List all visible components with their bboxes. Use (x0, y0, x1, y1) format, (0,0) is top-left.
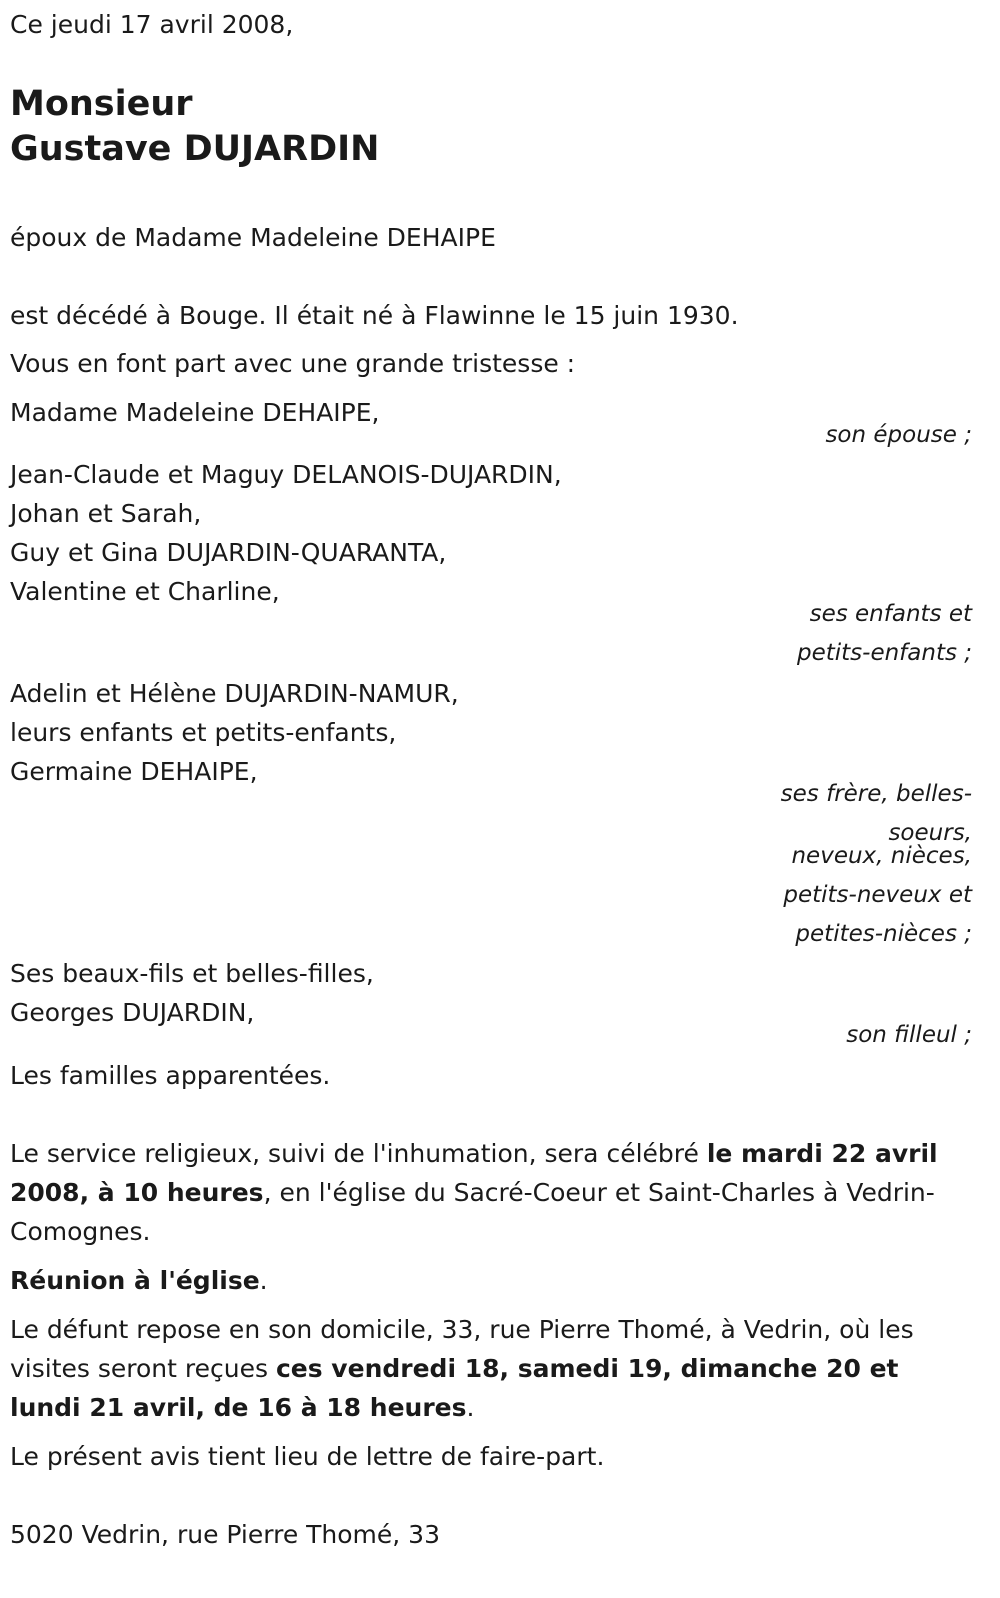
meeting-bold: Réunion à l'église (10, 1266, 260, 1295)
spouse-name: Madame Madeleine DEHAIPE, (10, 398, 380, 427)
visits-paragraph: Le défunt repose en son domicile, 33, rue Pierre Thomé, à Vedrin, où les visites seront reçues ces vendredi 18, samedi 19, dimanche 20 et lundi 21 avril, de 16 à 18 heures. (10, 1315, 914, 1422)
spouse-role: son épouse ; (825, 422, 972, 448)
other-line: Ses beaux-fils et belles-filles, (10, 959, 374, 988)
siblings-role: ses frère, belles- (780, 781, 972, 807)
child-line: Jean-Claude et Maguy DELANOIS-DUJARDIN, (10, 460, 562, 489)
service-paragraph: Le service religieux, suivi de l'inhumation, sera célébré le mardi 22 avril 2008, à 10 heures, en l'église du Sacré-Coeur et Saint-Charles à Vedrin-Comognes. (10, 1139, 938, 1246)
sibling-line: leurs enfants et petits-enfants, (10, 718, 397, 747)
other-line: Georges DUJARDIN, (10, 998, 255, 1027)
address-line: 5020 Vedrin, rue Pierre Thomé, 33 (10, 1520, 440, 1549)
deceased-title: Monsieur (10, 84, 193, 124)
sibling-line: Germaine DEHAIPE, (10, 757, 258, 786)
siblings-role: petits-neveux et (783, 882, 972, 908)
relatives-line: Les familles apparentées. (10, 1061, 331, 1090)
notice-line: Le présent avis tient lieu de lettre de faire-part. (10, 1442, 605, 1471)
siblings-role: soeurs, (888, 820, 972, 846)
intro-line: Vous en font part avec une grande tristesse : (10, 349, 576, 378)
child-line: Guy et Gina DUJARDIN-QUARANTA, (10, 538, 447, 567)
visits-dates: ces vendredi 18, samedi 19, dimanche 20 et lundi 21 avril, de 16 à 18 heures (10, 1354, 899, 1422)
meeting-line: Réunion à l'église. (10, 1266, 268, 1295)
deceased-name: Gustave DUJARDIN (10, 129, 380, 169)
children-role: ses enfants et (809, 601, 972, 627)
siblings-role: neveux, nièces, (791, 843, 972, 869)
children-role: petits-enfants ; (796, 640, 972, 666)
service-date: le mardi 22 avril 2008, à 10 heures (10, 1139, 938, 1207)
sibling-line: Adelin et Hélène DUJARDIN-NAMUR, (10, 679, 459, 708)
siblings-role: petites-nièces ; (795, 921, 972, 947)
child-line: Johan et Sarah, (10, 499, 202, 528)
spouse-line: époux de Madame Madeleine DEHAIPE (10, 223, 496, 252)
death-line: est décédé à Bouge. Il était né à Flawinne le 15 juin 1930. (10, 301, 739, 330)
child-line: Valentine et Charline, (10, 577, 280, 606)
godson-role: son filleul ; (846, 1022, 972, 1048)
date-line: Ce jeudi 17 avril 2008, (10, 10, 294, 39)
